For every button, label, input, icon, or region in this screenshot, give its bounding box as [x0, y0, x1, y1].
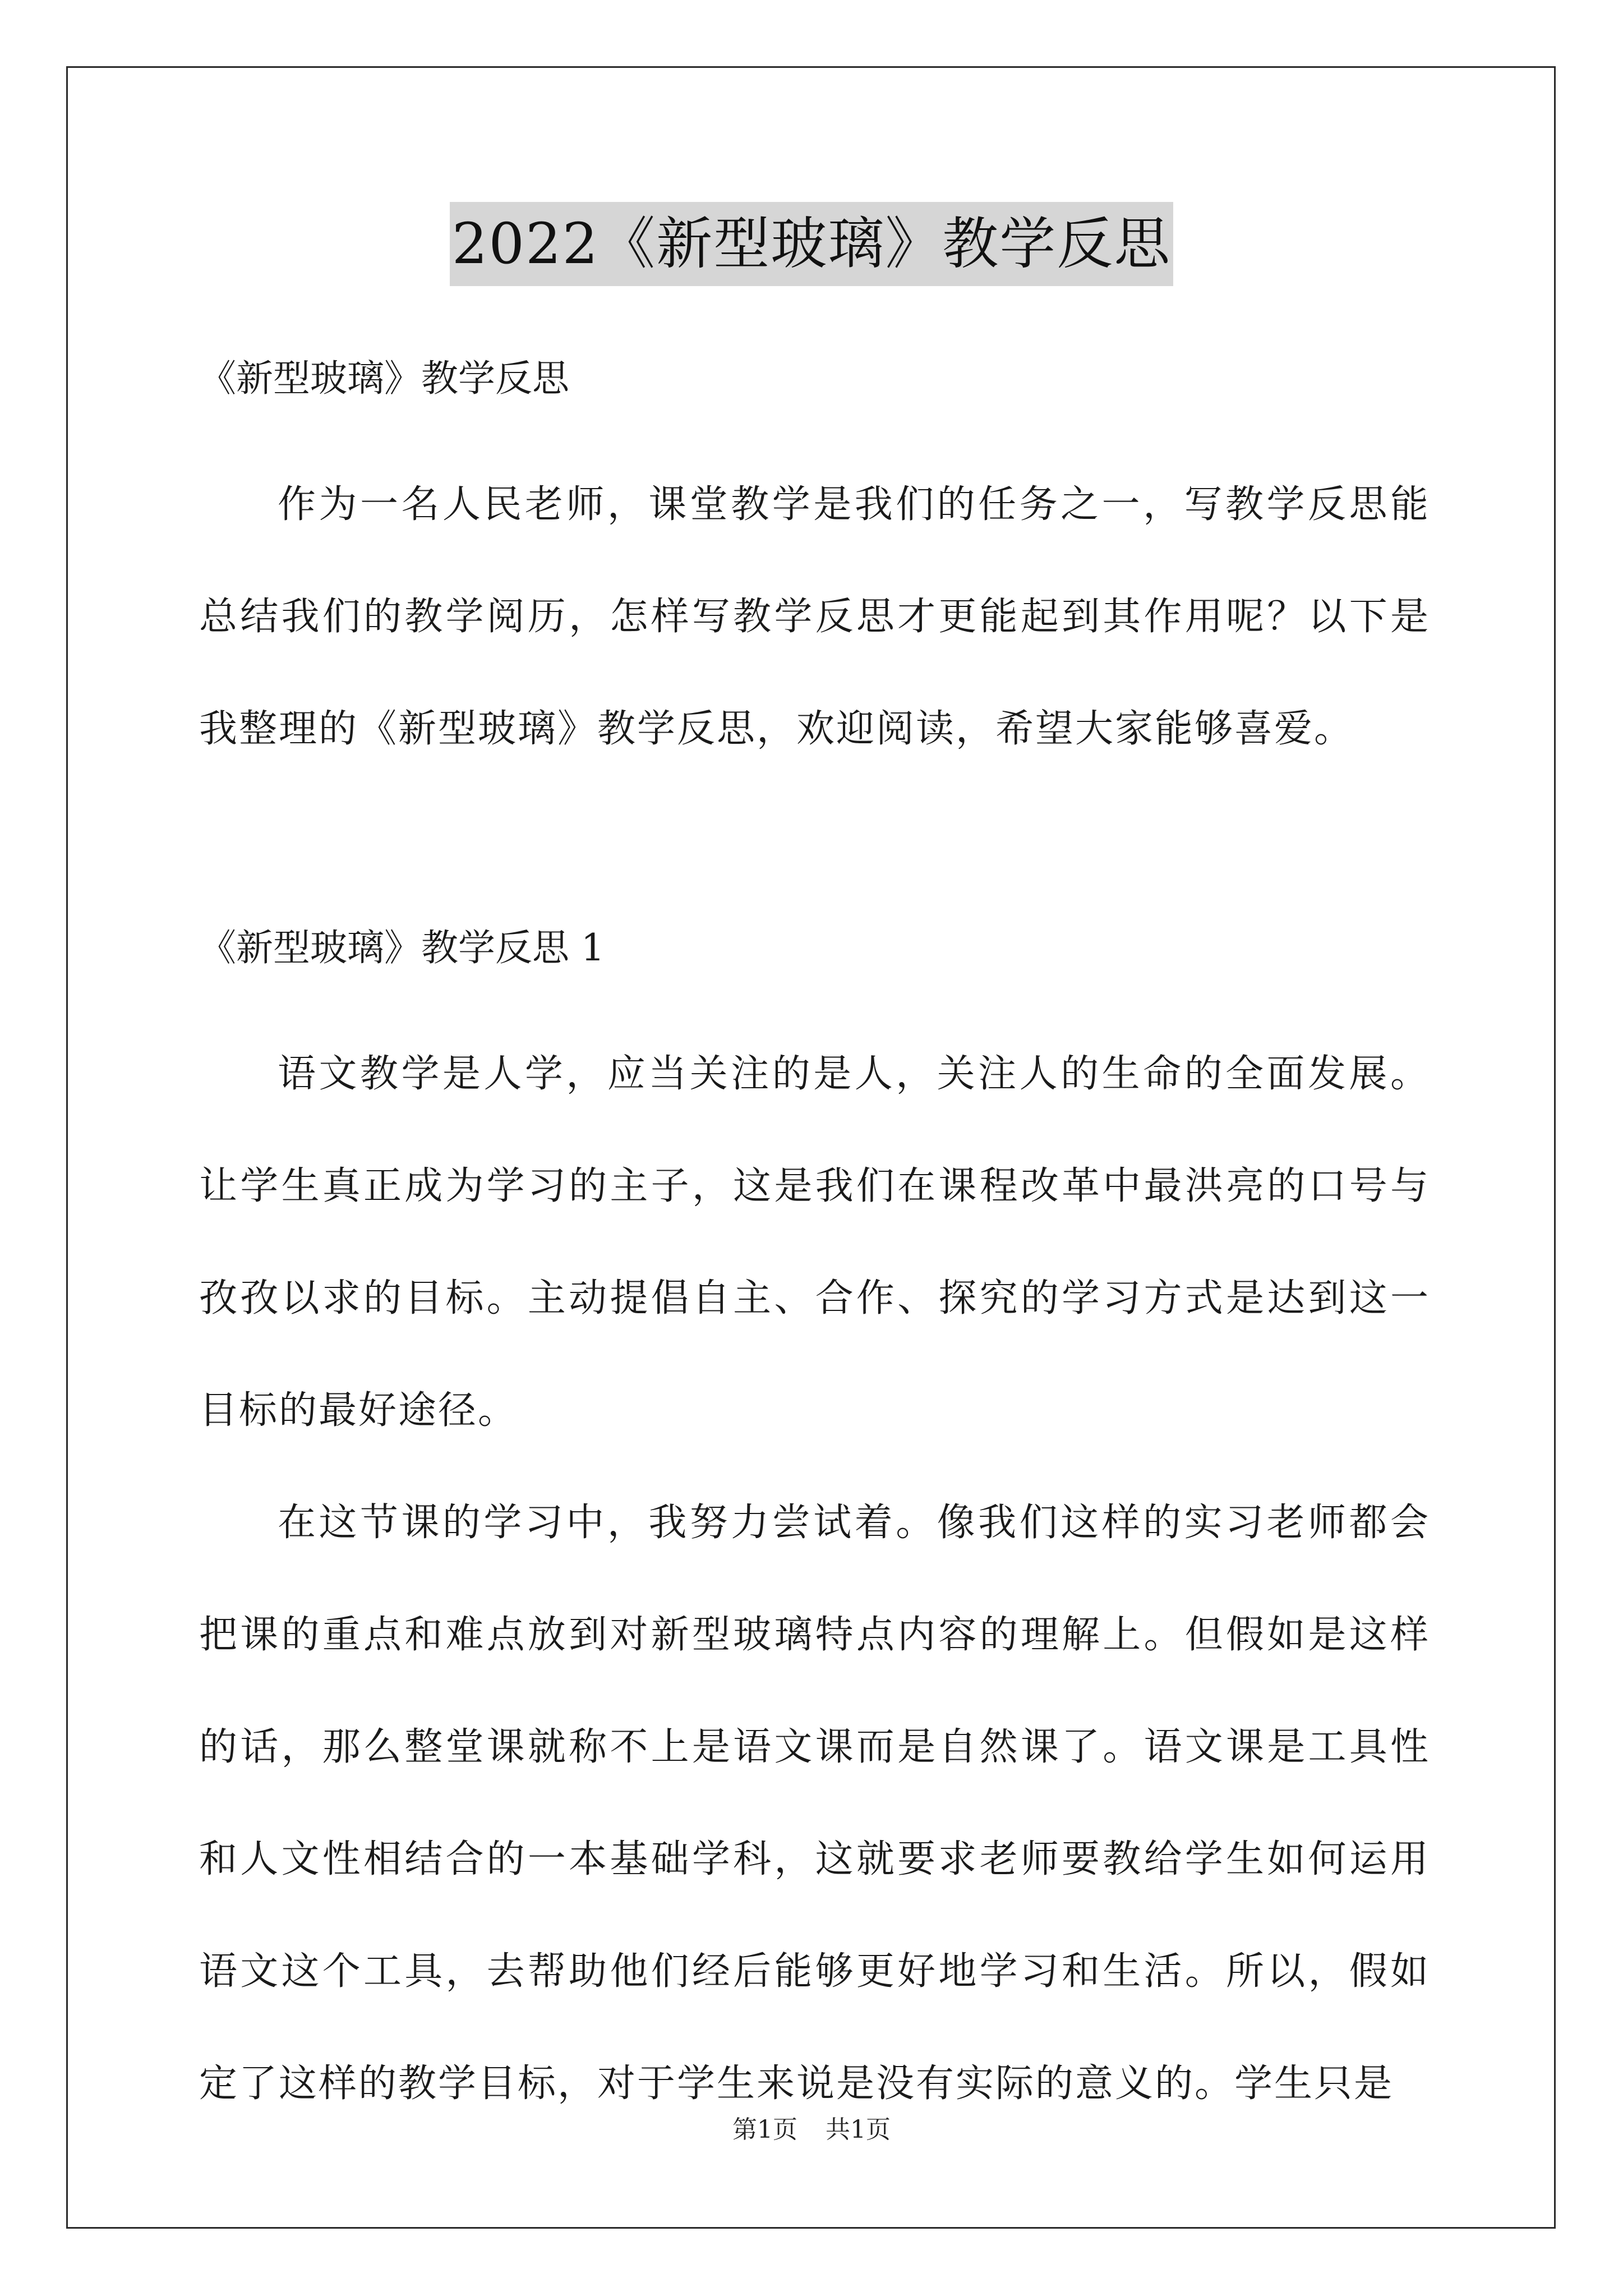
body-paragraph-2: 在这节课的学习中，我努力尝试着。像我们这样的实习老师都会把课的重点和难点放到对新型玻璃特点内容的理解上。但假如是这样的话，那么整堂课就称不上是语文课而是自然课了。语文课是工具性和人文性相结合的一本基础学科，这就要求老师要教给学生如何运用语文这个工具，去帮助他们经后能够更好地学习和生活。所以，假如定了这样的教学目标，对于学生来说是没有实际的意义的。学生只是 — [199, 1501, 1430, 2106]
spacer — [199, 421, 1430, 449]
intro-paragraph: 作为一名人民老师，课堂教学是我们的任务之一，写教学反思能总结我们的教学阅历，怎样写教学反思才更能起到其作用呢？以下是我整理的《新型玻璃》教学反思，欢迎阅读，希望大家能够喜爱。 — [199, 482, 1430, 751]
page-number: 第1页 — [732, 2115, 797, 2144]
page-footer — [0, 2109, 1623, 2145]
title-container — [0, 202, 1623, 286]
document-title: 2022《新型玻璃》教学反思 — [450, 202, 1174, 286]
body-paragraph-1: 语文教学是人学，应当关注的是人，关注人的生命的全面发展。让学生真正成为学习的主子，这是我们在课程改革中最洪亮的口号与孜孜以求的目标。主动提倡自主、合作、探究的学习方式是达到这一目标的最好途径。 — [199, 1052, 1430, 1433]
page-total: 共1页 — [826, 2115, 891, 2144]
spacer — [199, 785, 1430, 906]
document-subtitle: 《新型玻璃》教学反思 — [199, 357, 569, 400]
section-heading: 《新型玻璃》教学反思 1 — [199, 926, 605, 969]
document-body — [199, 337, 1430, 2140]
spacer — [199, 990, 1430, 1018]
